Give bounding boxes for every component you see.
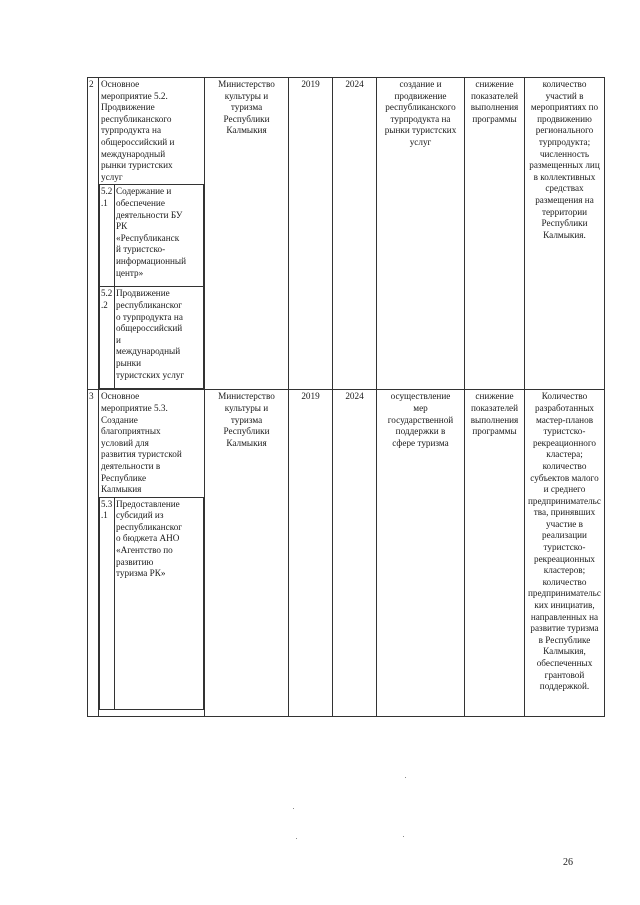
activity-title: Основное мероприятие 5.2. Продвижение республиканского турпродукта на общероссийский и международный рынки туристских услуг — [101, 79, 175, 182]
consequence-cell: снижение показателей выполнения программы — [465, 78, 525, 390]
activity-cell — [99, 390, 205, 717]
expected-result-cell: создание и продвижение республиканского турпродукта на рынки туристских услуг — [377, 78, 465, 390]
executor-cell: Министерство культуры и туризма Республики Калмыкия — [205, 78, 289, 390]
sub-activity-number: 5.2 .1 — [100, 185, 115, 287]
expected-result-cell: осуществление мер государственной поддержки в сфере туризма — [377, 390, 465, 717]
table-row — [88, 78, 605, 390]
table-row — [88, 390, 605, 717]
end-year-cell: 2024 — [333, 390, 377, 717]
scan-speck — [293, 808, 294, 809]
activity-title: Основное мероприятие 5.3. Создание благоприятных условий для развития туристской деятельности в Республике Калмыкия — [101, 391, 182, 495]
sub-activity-row — [100, 497, 204, 709]
sub-activities — [99, 497, 204, 710]
sub-activity-number: 5.3 .1 — [100, 497, 115, 709]
scan-speck — [405, 777, 406, 778]
sub-activity-row — [100, 185, 204, 287]
sub-activities — [99, 184, 204, 389]
start-year-cell: 2019 — [289, 78, 333, 390]
scan-speck — [403, 836, 404, 837]
activity-cell — [99, 78, 205, 390]
indicator-cell: количество участий в мероприятиях по продвижению регионального турпродукта; численность размещенных лиц в коллективных средствах размещения на территории Республики Калмыкия. — [525, 78, 605, 390]
executor-cell: Министерство культуры и туризма Республики Калмыкия — [205, 390, 289, 717]
end-year-cell: 2024 — [333, 78, 377, 390]
scan-speck — [296, 838, 297, 839]
sub-activity-row — [100, 287, 204, 389]
program-activities-table — [87, 77, 605, 717]
consequence-cell: снижение показателей выполнения программы — [465, 390, 525, 717]
sub-activity-text: Продвижение республиканског о турпродукта на общероссийский и международный рынки туристских услуг — [115, 287, 204, 389]
indicator-cell: Количество разработанных мастер-планов туристско- рекреационного кластера; количество субъектов малого и среднего предпринимательс тва, принявших участие в реализации туристско- рекреационных кластеров; количество предпринимательс ких инициатив, направленных на развитие туризма в Республике Калмыкия, обеспеченных грантовой поддержкой. — [525, 390, 605, 717]
row-number: 2 — [88, 78, 99, 390]
sub-activity-text: Содержание и обеспечение деятельности БУ РК «Республиканск й туристско- информационный центр» — [115, 185, 204, 287]
sub-activity-number: 5.2 .2 — [100, 287, 115, 389]
page-number: 26 — [563, 857, 573, 868]
row-number: 3 — [88, 390, 99, 717]
start-year-cell: 2019 — [289, 390, 333, 717]
sub-activity-text: Предоставление субсидий из республиканског о бюджета АНО «Агентство по развитию туризма РК» — [115, 497, 204, 709]
